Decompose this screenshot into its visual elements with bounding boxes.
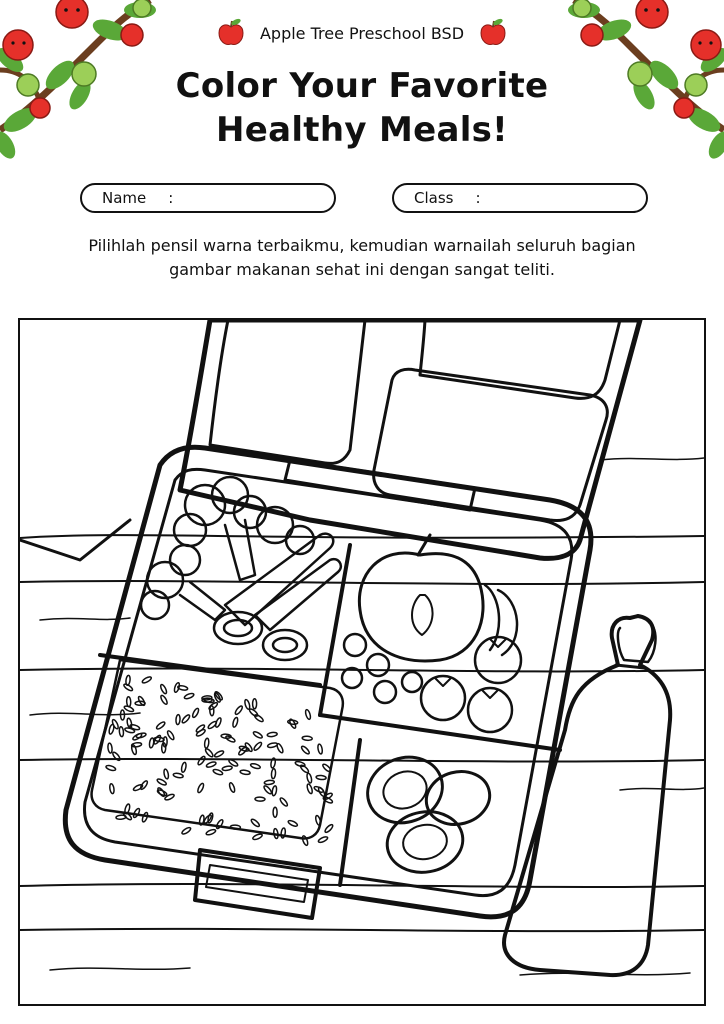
instruction-text xyxy=(40,234,684,282)
class-colon: : xyxy=(475,189,481,207)
rice-drawing xyxy=(92,660,343,846)
title-line-1: Color Your Favorite xyxy=(175,66,549,106)
napkin xyxy=(20,520,130,560)
class-label: Class xyxy=(414,189,454,207)
lunchbox-lid xyxy=(180,320,640,558)
name-colon: : xyxy=(168,189,174,207)
name-label: Name xyxy=(102,189,147,207)
apple-icon xyxy=(478,18,508,48)
apple-icon xyxy=(216,18,246,48)
page-title xyxy=(0,64,724,152)
berries-tomatoes-drawing xyxy=(342,634,521,732)
instruction-line-1: Pilihlah pensil warna terbaikmu, kemudian warnailah seluruh bagian xyxy=(88,236,636,255)
egg-drawing xyxy=(358,747,495,878)
instruction-line-2: gambar makanan sehat ini dengan sangat teliti. xyxy=(169,260,555,279)
school-name: Apple Tree Preschool BSD xyxy=(259,23,465,43)
class-field[interactable] xyxy=(392,183,648,213)
title-line-2: Healthy Meals! xyxy=(215,110,508,150)
school-header xyxy=(0,18,724,48)
coloring-picture xyxy=(18,318,706,1006)
name-field[interactable] xyxy=(80,183,336,213)
